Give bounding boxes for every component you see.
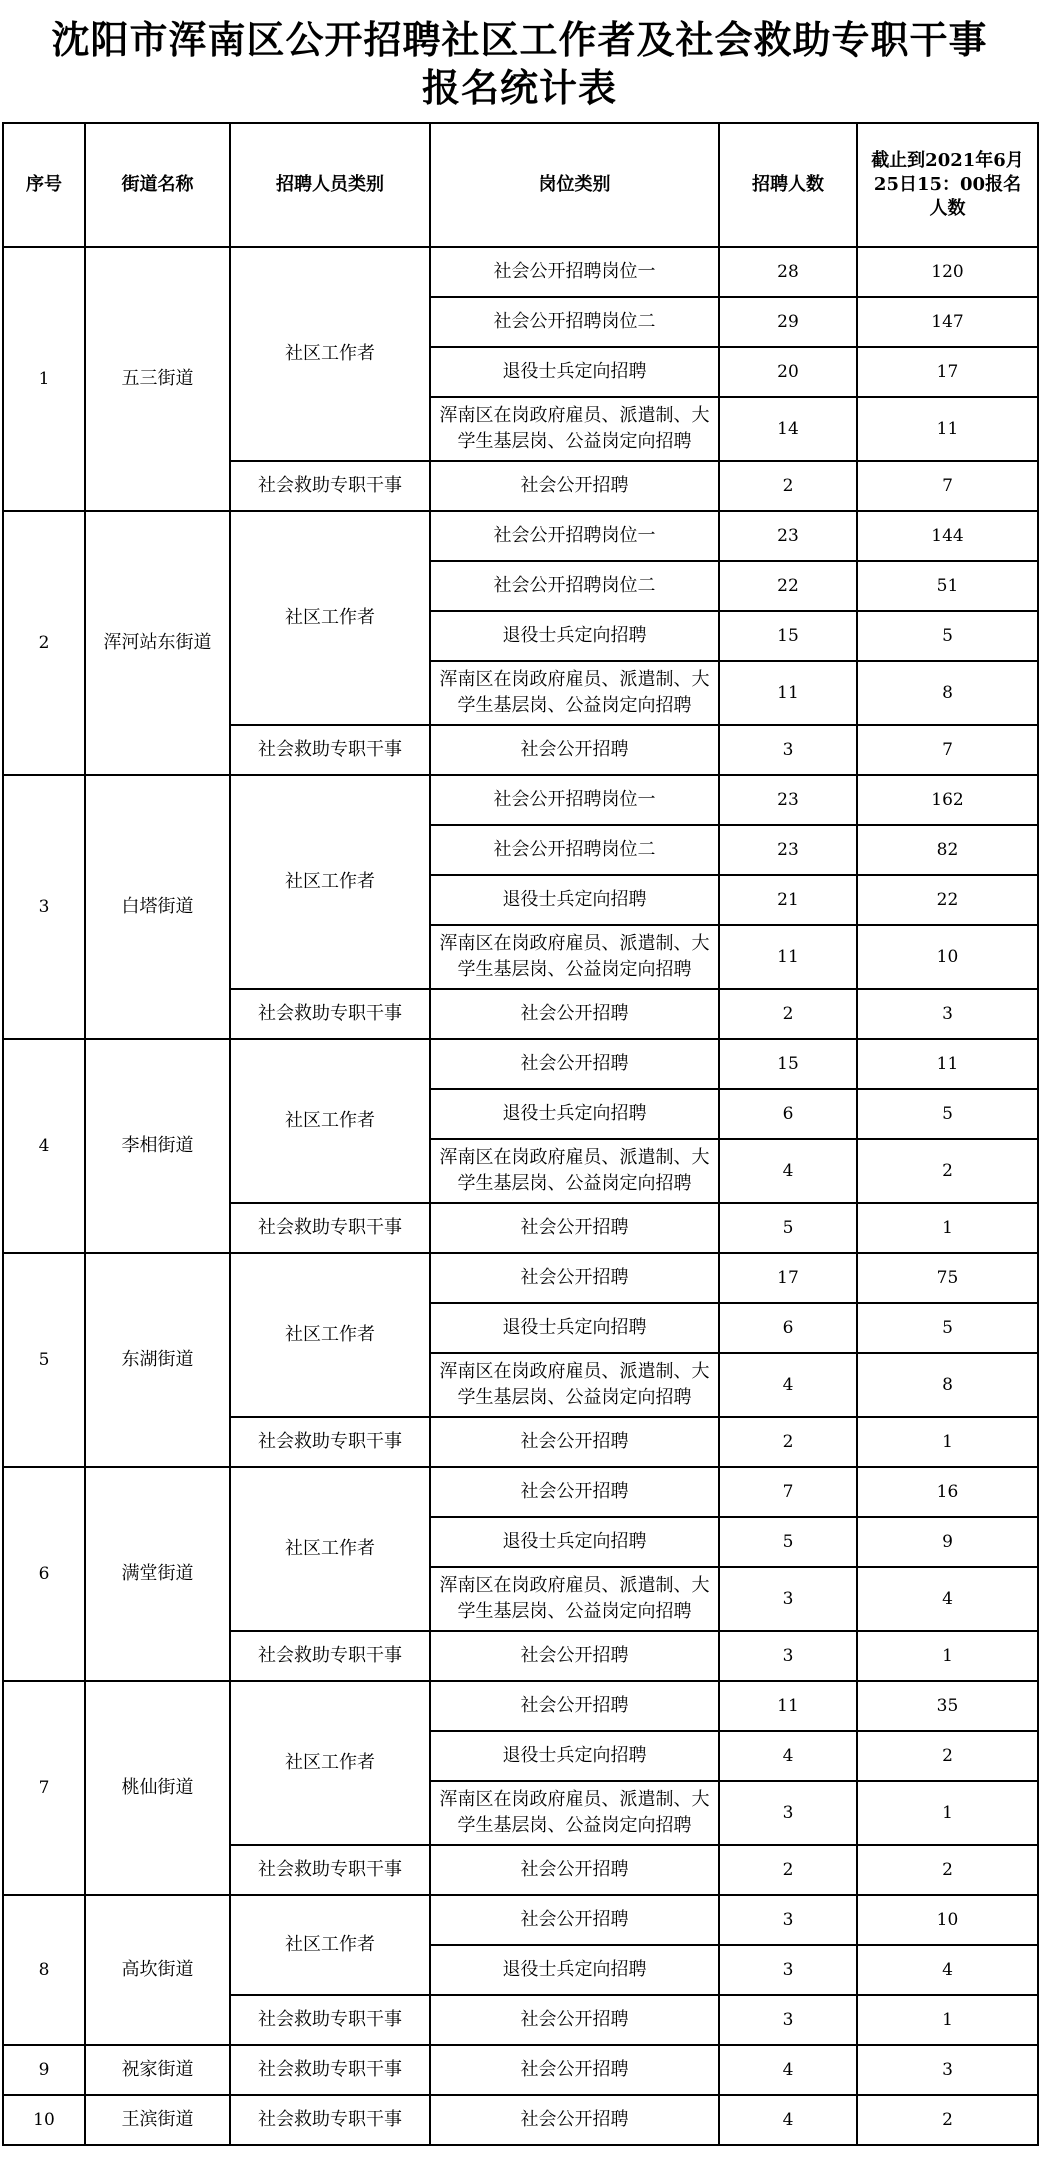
cell-apply-count: 162 bbox=[857, 775, 1038, 825]
cell-post-type: 浑南区在岗政府雇员、派遣制、大学生基层岗、公益岗定向招聘 bbox=[430, 1567, 719, 1631]
cell-apply-count: 8 bbox=[857, 1353, 1038, 1417]
cell-plan-count: 3 bbox=[719, 1945, 857, 1995]
cell-apply-count: 1 bbox=[857, 1995, 1038, 2045]
cell-category: 社会救助专职干事 bbox=[230, 2045, 430, 2095]
cell-index: 6 bbox=[3, 1467, 85, 1681]
cell-post-type: 退役士兵定向招聘 bbox=[430, 1303, 719, 1353]
cell-apply-count: 1 bbox=[857, 1631, 1038, 1681]
cell-plan-count: 5 bbox=[719, 1203, 857, 1253]
cell-category: 社会救助专职干事 bbox=[230, 2095, 430, 2145]
cell-category: 社会救助专职干事 bbox=[230, 989, 430, 1039]
cell-post-type: 社会公开招聘岗位一 bbox=[430, 247, 719, 297]
cell-post-type: 社会公开招聘 bbox=[430, 1417, 719, 1467]
cell-post-type: 浑南区在岗政府雇员、派遣制、大学生基层岗、公益岗定向招聘 bbox=[430, 1353, 719, 1417]
cell-post-type: 社会公开招聘岗位一 bbox=[430, 775, 719, 825]
cell-category: 社会救助专职干事 bbox=[230, 725, 430, 775]
cell-post-type: 社会公开招聘岗位二 bbox=[430, 825, 719, 875]
cell-plan-count: 6 bbox=[719, 1303, 857, 1353]
cell-post-type: 浑南区在岗政府雇员、派遣制、大学生基层岗、公益岗定向招聘 bbox=[430, 1139, 719, 1203]
cell-post-type: 社会公开招聘 bbox=[430, 1253, 719, 1303]
cell-post-type: 社会公开招聘 bbox=[430, 1895, 719, 1945]
cell-category: 社区工作者 bbox=[230, 1039, 430, 1203]
cell-apply-count: 8 bbox=[857, 661, 1038, 725]
header-index: 序号 bbox=[3, 123, 85, 247]
cell-post-type: 社会公开招聘 bbox=[430, 725, 719, 775]
cell-apply-count: 11 bbox=[857, 397, 1038, 461]
document-title bbox=[0, 0, 1039, 122]
cell-post-type: 退役士兵定向招聘 bbox=[430, 1089, 719, 1139]
cell-post-type: 社会公开招聘 bbox=[430, 1203, 719, 1253]
table-row bbox=[3, 775, 1038, 825]
cell-category: 社会救助专职干事 bbox=[230, 1203, 430, 1253]
cell-post-type: 社会公开招聘 bbox=[430, 2095, 719, 2145]
cell-post-type: 社会公开招聘 bbox=[430, 2045, 719, 2095]
cell-apply-count: 5 bbox=[857, 611, 1038, 661]
cell-post-type: 社会公开招聘岗位一 bbox=[430, 511, 719, 561]
cell-post-type: 退役士兵定向招聘 bbox=[430, 611, 719, 661]
cell-plan-count: 2 bbox=[719, 989, 857, 1039]
title-line-1: 沈阳市浑南区公开招聘社区工作者及社会救助专职干事 bbox=[51, 17, 988, 62]
cell-apply-count: 2 bbox=[857, 1139, 1038, 1203]
cell-index: 9 bbox=[3, 2045, 85, 2095]
cell-plan-count: 3 bbox=[719, 1995, 857, 2045]
title-line-2: 报名统计表 bbox=[421, 65, 617, 110]
cell-post-type: 浑南区在岗政府雇员、派遣制、大学生基层岗、公益岗定向招聘 bbox=[430, 1781, 719, 1845]
cell-index: 2 bbox=[3, 511, 85, 775]
cell-category: 社会救助专职干事 bbox=[230, 1417, 430, 1467]
cell-apply-count: 2 bbox=[857, 2095, 1038, 2145]
cell-plan-count: 11 bbox=[719, 661, 857, 725]
cell-apply-count: 17 bbox=[857, 347, 1038, 397]
cell-apply-count: 147 bbox=[857, 297, 1038, 347]
cell-apply-count: 4 bbox=[857, 1567, 1038, 1631]
cell-apply-count: 75 bbox=[857, 1253, 1038, 1303]
registration-table bbox=[2, 122, 1039, 2146]
cell-street-name: 王滨街道 bbox=[85, 2095, 230, 2145]
cell-post-type: 社会公开招聘岗位二 bbox=[430, 297, 719, 347]
table-row bbox=[3, 1895, 1038, 1945]
cell-category: 社区工作者 bbox=[230, 1253, 430, 1417]
cell-plan-count: 4 bbox=[719, 1139, 857, 1203]
table-row bbox=[3, 511, 1038, 561]
cell-plan-count: 17 bbox=[719, 1253, 857, 1303]
cell-plan-count: 14 bbox=[719, 397, 857, 461]
cell-apply-count: 1 bbox=[857, 1781, 1038, 1845]
cell-index: 5 bbox=[3, 1253, 85, 1467]
cell-street-name: 满堂街道 bbox=[85, 1467, 230, 1681]
cell-street-name: 高坎街道 bbox=[85, 1895, 230, 2045]
header-street: 街道名称 bbox=[85, 123, 230, 247]
cell-post-type: 社会公开招聘 bbox=[430, 1995, 719, 2045]
cell-apply-count: 4 bbox=[857, 1945, 1038, 1995]
cell-street-name: 桃仙街道 bbox=[85, 1681, 230, 1895]
cell-plan-count: 7 bbox=[719, 1467, 857, 1517]
cell-plan-count: 11 bbox=[719, 1681, 857, 1731]
cell-index: 3 bbox=[3, 775, 85, 1039]
cell-index: 7 bbox=[3, 1681, 85, 1895]
cell-category: 社区工作者 bbox=[230, 775, 430, 989]
cell-category: 社区工作者 bbox=[230, 1681, 430, 1845]
cell-category: 社会救助专职干事 bbox=[230, 1995, 430, 2045]
cell-post-type: 退役士兵定向招聘 bbox=[430, 875, 719, 925]
cell-street-name: 五三街道 bbox=[85, 247, 230, 511]
cell-apply-count: 5 bbox=[857, 1303, 1038, 1353]
cell-post-type: 社会公开招聘 bbox=[430, 1039, 719, 1089]
cell-index: 8 bbox=[3, 1895, 85, 2045]
cell-post-type: 退役士兵定向招聘 bbox=[430, 1731, 719, 1781]
cell-post-type: 社会公开招聘 bbox=[430, 1631, 719, 1681]
cell-street-name: 祝家街道 bbox=[85, 2045, 230, 2095]
cell-plan-count: 3 bbox=[719, 725, 857, 775]
cell-index: 1 bbox=[3, 247, 85, 511]
cell-post-type: 退役士兵定向招聘 bbox=[430, 1945, 719, 1995]
cell-apply-count: 3 bbox=[857, 2045, 1038, 2095]
cell-apply-count: 120 bbox=[857, 247, 1038, 297]
cell-category: 社区工作者 bbox=[230, 1895, 430, 1995]
cell-apply-count: 16 bbox=[857, 1467, 1038, 1517]
cell-plan-count: 2 bbox=[719, 1845, 857, 1895]
table-row bbox=[3, 1467, 1038, 1517]
cell-apply-count: 82 bbox=[857, 825, 1038, 875]
cell-plan-count: 22 bbox=[719, 561, 857, 611]
cell-plan-count: 6 bbox=[719, 1089, 857, 1139]
cell-post-type: 社会公开招聘岗位二 bbox=[430, 561, 719, 611]
cell-plan-count: 23 bbox=[719, 511, 857, 561]
cell-post-type: 浑南区在岗政府雇员、派遣制、大学生基层岗、公益岗定向招聘 bbox=[430, 661, 719, 725]
cell-street-name: 白塔街道 bbox=[85, 775, 230, 1039]
cell-apply-count: 9 bbox=[857, 1517, 1038, 1567]
cell-apply-count: 3 bbox=[857, 989, 1038, 1039]
table-row bbox=[3, 1039, 1038, 1089]
cell-post-type: 退役士兵定向招聘 bbox=[430, 1517, 719, 1567]
table-row bbox=[3, 2045, 1038, 2095]
cell-plan-count: 20 bbox=[719, 347, 857, 397]
cell-plan-count: 4 bbox=[719, 2095, 857, 2145]
cell-apply-count: 7 bbox=[857, 725, 1038, 775]
cell-plan-count: 23 bbox=[719, 825, 857, 875]
cell-plan-count: 23 bbox=[719, 775, 857, 825]
cell-post-type: 社会公开招聘 bbox=[430, 989, 719, 1039]
cell-apply-count: 11 bbox=[857, 1039, 1038, 1089]
cell-category: 社会救助专职干事 bbox=[230, 461, 430, 511]
cell-post-type: 社会公开招聘 bbox=[430, 1845, 719, 1895]
cell-post-type: 浑南区在岗政府雇员、派遣制、大学生基层岗、公益岗定向招聘 bbox=[430, 397, 719, 461]
cell-apply-count: 2 bbox=[857, 1845, 1038, 1895]
cell-plan-count: 5 bbox=[719, 1517, 857, 1567]
table-row bbox=[3, 247, 1038, 297]
header-category: 招聘人员类别 bbox=[230, 123, 430, 247]
cell-category: 社会救助专职干事 bbox=[230, 1845, 430, 1895]
cell-post-type: 社会公开招聘 bbox=[430, 1467, 719, 1517]
cell-plan-count: 28 bbox=[719, 247, 857, 297]
cell-plan-count: 21 bbox=[719, 875, 857, 925]
cell-apply-count: 1 bbox=[857, 1417, 1038, 1467]
cell-street-name: 李相街道 bbox=[85, 1039, 230, 1253]
header-plan-count: 招聘人数 bbox=[719, 123, 857, 247]
cell-category: 社会救助专职干事 bbox=[230, 1631, 430, 1681]
header-apply-count: 截止到2021年6月25日15：00报名人数 bbox=[857, 123, 1038, 247]
cell-category: 社区工作者 bbox=[230, 247, 430, 461]
cell-plan-count: 29 bbox=[719, 297, 857, 347]
cell-plan-count: 4 bbox=[719, 1353, 857, 1417]
cell-street-name: 浑河站东街道 bbox=[85, 511, 230, 775]
cell-apply-count: 144 bbox=[857, 511, 1038, 561]
cell-post-type: 浑南区在岗政府雇员、派遣制、大学生基层岗、公益岗定向招聘 bbox=[430, 925, 719, 989]
cell-index: 4 bbox=[3, 1039, 85, 1253]
cell-apply-count: 22 bbox=[857, 875, 1038, 925]
cell-apply-count: 51 bbox=[857, 561, 1038, 611]
cell-plan-count: 2 bbox=[719, 1417, 857, 1467]
cell-apply-count: 10 bbox=[857, 1895, 1038, 1945]
cell-apply-count: 2 bbox=[857, 1731, 1038, 1781]
cell-post-type: 社会公开招聘 bbox=[430, 1681, 719, 1731]
header-post-type: 岗位类别 bbox=[430, 123, 719, 247]
cell-category: 社区工作者 bbox=[230, 1467, 430, 1631]
cell-plan-count: 11 bbox=[719, 925, 857, 989]
cell-plan-count: 3 bbox=[719, 1895, 857, 1945]
cell-plan-count: 3 bbox=[719, 1567, 857, 1631]
cell-plan-count: 15 bbox=[719, 1039, 857, 1089]
table-row bbox=[3, 1253, 1038, 1303]
cell-category: 社区工作者 bbox=[230, 511, 430, 725]
cell-index: 10 bbox=[3, 2095, 85, 2145]
cell-plan-count: 3 bbox=[719, 1781, 857, 1845]
cell-apply-count: 1 bbox=[857, 1203, 1038, 1253]
header-row bbox=[3, 123, 1038, 247]
cell-plan-count: 4 bbox=[719, 1731, 857, 1781]
cell-street-name: 东湖街道 bbox=[85, 1253, 230, 1467]
cell-plan-count: 3 bbox=[719, 1631, 857, 1681]
cell-post-type: 社会公开招聘 bbox=[430, 461, 719, 511]
table-body bbox=[3, 247, 1038, 2145]
cell-apply-count: 10 bbox=[857, 925, 1038, 989]
cell-plan-count: 4 bbox=[719, 2045, 857, 2095]
cell-apply-count: 35 bbox=[857, 1681, 1038, 1731]
cell-apply-count: 5 bbox=[857, 1089, 1038, 1139]
cell-plan-count: 15 bbox=[719, 611, 857, 661]
cell-post-type: 退役士兵定向招聘 bbox=[430, 347, 719, 397]
table-row bbox=[3, 1681, 1038, 1731]
cell-plan-count: 2 bbox=[719, 461, 857, 511]
table-row bbox=[3, 2095, 1038, 2145]
cell-apply-count: 7 bbox=[857, 461, 1038, 511]
